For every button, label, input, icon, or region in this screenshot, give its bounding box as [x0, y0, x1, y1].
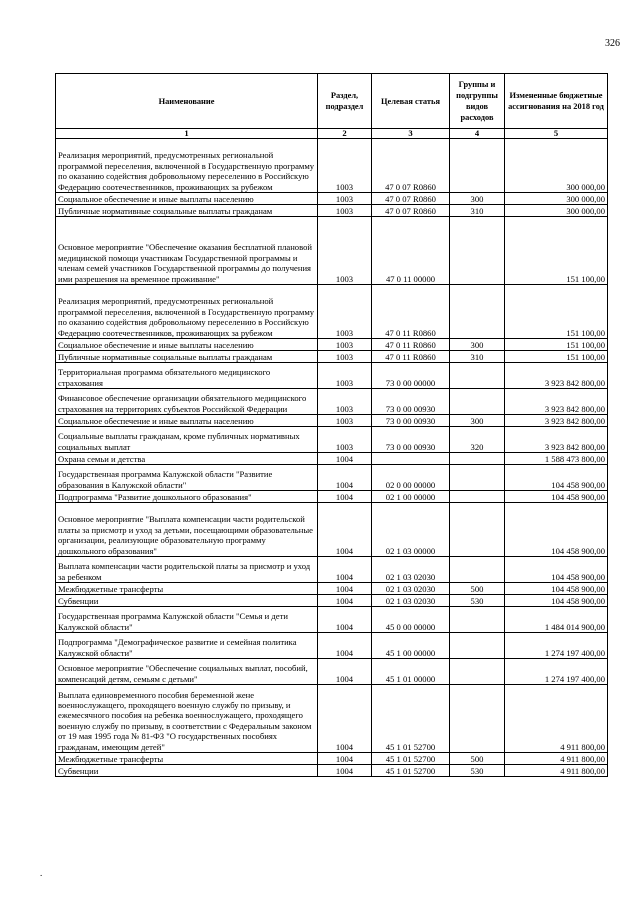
- row-section: 1003: [318, 139, 372, 193]
- row-amount: 104 458 900,00: [505, 557, 608, 583]
- row-amount: 3 923 842 800,00: [505, 415, 608, 427]
- row-section: 1004: [318, 633, 372, 659]
- row-amount: 1 588 473 800,00: [505, 453, 608, 465]
- table-row: [56, 389, 608, 415]
- row-section: 1004: [318, 491, 372, 503]
- row-amount: 1 274 197 400,00: [505, 633, 608, 659]
- row-name: Межбюджетные трансферты: [56, 753, 318, 765]
- row-name: Государственная программа Калужской области "Развитие образования в Калужской области": [56, 465, 318, 491]
- row-group: 500: [450, 753, 505, 765]
- column-number: 4: [450, 129, 505, 139]
- table-row: [56, 765, 608, 777]
- row-name: Публичные нормативные социальные выплаты гражданам: [56, 205, 318, 217]
- row-section: 1003: [318, 217, 372, 285]
- table-row: [56, 205, 608, 217]
- row-name: Выплата компенсации части родительской платы за присмотр и уход за ребенком: [56, 557, 318, 583]
- row-name: Межбюджетные трансферты: [56, 583, 318, 595]
- row-article: 02 1 03 02030: [372, 583, 450, 595]
- row-amount: 151 100,00: [505, 285, 608, 339]
- row-amount: 4 911 800,00: [505, 765, 608, 777]
- row-group: [450, 491, 505, 503]
- row-article: 47 0 11 00000: [372, 217, 450, 285]
- row-name: Выплата единовременного пособия беременной жене военнослужащего, проходящего военную службу по призыву, и ежемесячного пособия на ребенка военнослужащего, проходящего военную службу по призыву, в соответствии с Федеральным законом от 19 мая 1995 года № 81-ФЗ "О государственных пособиях гражданам, имеющим детей": [56, 685, 318, 753]
- row-name: Основное мероприятие "Выплата компенсации части родительской платы за присмотр и уход за детьми, посещающими образовательные организации, реализующие образовательную программу дошкольного образования": [56, 503, 318, 557]
- row-group: [450, 659, 505, 685]
- row-article: 45 1 01 52700: [372, 753, 450, 765]
- table-row: [56, 633, 608, 659]
- row-group: [450, 285, 505, 339]
- row-group: [450, 139, 505, 193]
- row-article: 02 1 03 02030: [372, 557, 450, 583]
- column-number: 3: [372, 129, 450, 139]
- table-row: [56, 557, 608, 583]
- row-amount: 300 000,00: [505, 193, 608, 205]
- row-article: 47 0 07 R0860: [372, 193, 450, 205]
- table-row: [56, 285, 608, 339]
- row-name: Субвенции: [56, 765, 318, 777]
- row-section: 1003: [318, 339, 372, 351]
- row-group: 530: [450, 595, 505, 607]
- row-section: 1003: [318, 389, 372, 415]
- row-section: 1004: [318, 659, 372, 685]
- row-name: Финансовое обеспечение организации обязательного медицинского страхования на территориях субъектов Российской Федерации: [56, 389, 318, 415]
- row-amount: 151 100,00: [505, 217, 608, 285]
- row-article: 45 1 01 52700: [372, 685, 450, 753]
- row-name: Реализация мероприятий, предусмотренных региональной программой переселения, включенной в Государственную программу по оказанию содействия добровольному переселению в Российскую Федерацию соотечественников, проживающих за рубежом: [56, 285, 318, 339]
- row-article: 47 0 11 R0860: [372, 285, 450, 339]
- row-section: 1003: [318, 193, 372, 205]
- row-section: 1003: [318, 427, 372, 453]
- row-article: 02 0 00 00000: [372, 465, 450, 491]
- row-section: 1004: [318, 453, 372, 465]
- row-article: 45 1 01 52700: [372, 765, 450, 777]
- row-article: 45 1 00 00000: [372, 633, 450, 659]
- row-amount: 151 100,00: [505, 351, 608, 363]
- budget-table: [55, 73, 608, 777]
- table-row: [56, 753, 608, 765]
- row-amount: 1 484 014 900,00: [505, 607, 608, 633]
- table-row: [56, 217, 608, 285]
- column-number: 5: [505, 129, 608, 139]
- row-section: 1003: [318, 415, 372, 427]
- row-group: [450, 363, 505, 389]
- page-mark: .: [40, 868, 43, 878]
- row-name: Территориальная программа обязательного медицинского страхования: [56, 363, 318, 389]
- table-row: [56, 453, 608, 465]
- header-section: Раздел, подраздел: [318, 74, 372, 129]
- row-section: 1004: [318, 765, 372, 777]
- table-row: [56, 659, 608, 685]
- table-row: [56, 503, 608, 557]
- table-row: [56, 465, 608, 491]
- row-section: 1003: [318, 351, 372, 363]
- row-name: Социальное обеспечение и иные выплаты населению: [56, 193, 318, 205]
- header-groups: Группы и подгруппы видов расходов: [450, 74, 505, 129]
- header-article: Целевая статья: [372, 74, 450, 129]
- row-name: Охрана семьи и детства: [56, 453, 318, 465]
- row-group: 300: [450, 339, 505, 351]
- table-row: [56, 491, 608, 503]
- row-section: 1004: [318, 595, 372, 607]
- row-section: 1003: [318, 285, 372, 339]
- row-article: 02 1 00 00000: [372, 491, 450, 503]
- table-row: [56, 607, 608, 633]
- column-number: 2: [318, 129, 372, 139]
- row-name: Основное мероприятие "Обеспечение социальных выплат, пособий, компенсаций детям, семьям с детьми": [56, 659, 318, 685]
- row-section: 1004: [318, 607, 372, 633]
- table-row: [56, 427, 608, 453]
- row-amount: 4 911 800,00: [505, 753, 608, 765]
- row-amount: 1 274 197 400,00: [505, 659, 608, 685]
- row-article: 45 0 00 00000: [372, 607, 450, 633]
- row-section: 1004: [318, 583, 372, 595]
- row-group: [450, 465, 505, 491]
- row-group: 500: [450, 583, 505, 595]
- row-section: 1004: [318, 685, 372, 753]
- column-number: 1: [56, 129, 318, 139]
- header-name: Наименование: [56, 74, 318, 129]
- row-article: 47 0 07 R0860: [372, 205, 450, 217]
- row-group: 530: [450, 765, 505, 777]
- row-article: 73 0 00 00930: [372, 389, 450, 415]
- table-row: [56, 415, 608, 427]
- row-name: Публичные нормативные социальные выплаты гражданам: [56, 351, 318, 363]
- row-amount: 4 911 800,00: [505, 685, 608, 753]
- row-article: 73 0 00 00930: [372, 415, 450, 427]
- row-group: [450, 503, 505, 557]
- row-group: 310: [450, 205, 505, 217]
- row-section: 1004: [318, 557, 372, 583]
- row-article: 73 0 00 00930: [372, 427, 450, 453]
- row-amount: 104 458 900,00: [505, 583, 608, 595]
- row-amount: 151 100,00: [505, 339, 608, 351]
- row-group: [450, 607, 505, 633]
- row-amount: 3 923 842 800,00: [505, 427, 608, 453]
- row-name: Подпрограмма "Демографическое развитие и семейная политика Калужской области": [56, 633, 318, 659]
- table-row: [56, 351, 608, 363]
- header-row: [56, 74, 608, 129]
- row-amount: 104 458 900,00: [505, 503, 608, 557]
- row-amount: 104 458 900,00: [505, 465, 608, 491]
- row-group: [450, 557, 505, 583]
- row-amount: 104 458 900,00: [505, 595, 608, 607]
- row-name: Государственная программа Калужской области "Семья и дети Калужской области": [56, 607, 318, 633]
- row-article: 47 0 11 R0860: [372, 339, 450, 351]
- row-section: 1003: [318, 205, 372, 217]
- row-section: 1003: [318, 363, 372, 389]
- row-amount: 3 923 842 800,00: [505, 363, 608, 389]
- row-amount: 300 000,00: [505, 205, 608, 217]
- row-section: 1004: [318, 465, 372, 491]
- row-name: Реализация мероприятий, предусмотренных региональной программой переселения, включенной в Государственную программу по оказанию содействия добровольному переселению в Российскую Федерацию соотечественников, проживающих за рубежом: [56, 139, 318, 193]
- row-amount: 300 000,00: [505, 139, 608, 193]
- row-section: 1004: [318, 753, 372, 765]
- row-section: 1004: [318, 503, 372, 557]
- row-group: 310: [450, 351, 505, 363]
- table-row: [56, 583, 608, 595]
- row-article: 73 0 00 00000: [372, 363, 450, 389]
- row-article: [372, 453, 450, 465]
- row-article: 02 1 03 00000: [372, 503, 450, 557]
- row-article: 02 1 03 02030: [372, 595, 450, 607]
- table-row: [56, 363, 608, 389]
- row-name: Социальные выплаты гражданам, кроме публичных нормативных социальных выплат: [56, 427, 318, 453]
- row-name: Подпрограмма "Развитие дошкольного образования": [56, 491, 318, 503]
- row-group: 300: [450, 193, 505, 205]
- row-name: Субвенции: [56, 595, 318, 607]
- row-name: Социальное обеспечение и иные выплаты населению: [56, 339, 318, 351]
- column-number-row: [56, 129, 608, 139]
- table-row: [56, 139, 608, 193]
- header-amount: Измененные бюджетные ассигнования на 2018 год: [505, 74, 608, 129]
- row-amount: 104 458 900,00: [505, 491, 608, 503]
- row-article: 47 0 07 R0860: [372, 139, 450, 193]
- row-group: [450, 685, 505, 753]
- row-group: 320: [450, 427, 505, 453]
- table-row: [56, 685, 608, 753]
- row-group: [450, 633, 505, 659]
- table-row: [56, 595, 608, 607]
- row-group: [450, 217, 505, 285]
- row-group: [450, 389, 505, 415]
- row-group: [450, 453, 505, 465]
- page-number: 326: [605, 38, 620, 49]
- row-name: Основное мероприятие "Обеспечение оказания бесплатной плановой медицинской помощи участникам Государственной программы и членам семей участников Государственной программы до получения ими разрешения на временное проживание": [56, 217, 318, 285]
- table-row: [56, 193, 608, 205]
- row-article: 45 1 01 00000: [372, 659, 450, 685]
- row-name: Социальное обеспечение и иные выплаты населению: [56, 415, 318, 427]
- row-amount: 3 923 842 800,00: [505, 389, 608, 415]
- row-article: 47 0 11 R0860: [372, 351, 450, 363]
- table-row: [56, 339, 608, 351]
- row-group: 300: [450, 415, 505, 427]
